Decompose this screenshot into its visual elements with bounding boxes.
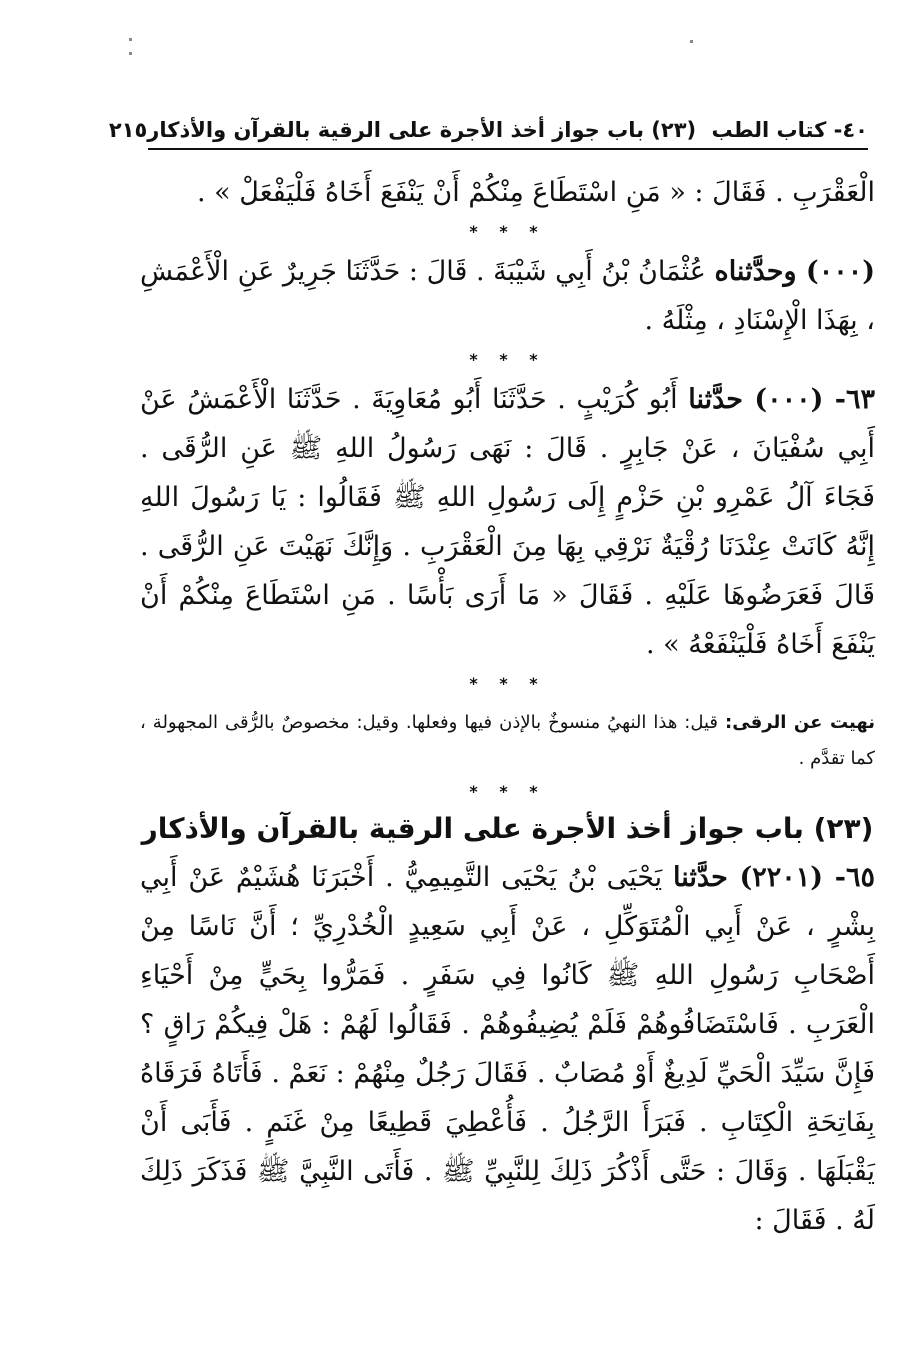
- scan-mark: [690, 40, 693, 43]
- commentary-text: قيل: هذا النهيُ منسوخٌ بالإذن فيها وفعلها. وقيل: مخصوصٌ بالرُّقى المجهولة ، كما تقدَّم .: [140, 712, 875, 769]
- chapter-heading: (٢٣) باب جواز أخذ الأجرة على الرقية بالقرآن والأذكار: [141, 812, 874, 845]
- section-divider: * * *: [469, 782, 546, 801]
- hadith-lead: ٦٥- (٢٢٠١) حدَّثنا: [673, 862, 875, 893]
- hadith-text: أَبُو كُرَيْبٍ . حَدَّثَنَا أَبُو مُعَاوِيَةَ . حَدَّثَنَا الْأَعْمَشُ عَنْ أَبِي سُفْيَانَ ، عَنْ جَابِرٍ . قَالَ : نَهَى رَسُولُ اللهِ ﷺ عَنِ الرُّقَى . فَجَاءَ آلُ عَمْرِو بْنِ حَزْمٍ إِلَى رَسُولِ اللهِ ﷺ فَقَالُوا : يَا رَسُولَ اللهِ إِنَّهُ كَانَتْ عِنْدَنَا رُقْيَةٌ نَرْقِي بِهَا مِنَ الْعَقْرَبِ . وَإِنَّكَ نَهَيْتَ عَنِ الرُّقَى . قَالَ فَعَرَضُوهَا عَلَيْهِ . فَقَالَ « مَا أَرَى بَأْسًا . مَنِ اسْتَطَاعَ مِنْكُمْ أَنْ يَنْفَعَ أَخَاهُ فَلْيَنْفَعْهُ » .: [140, 384, 875, 660]
- section-divider: * * *: [469, 222, 546, 241]
- page-number: ٢١٥: [108, 118, 148, 142]
- scan-mark: [129, 52, 132, 55]
- section-divider: * * *: [469, 674, 546, 693]
- paragraph-1: الْعَقْرَبِ . فَقَالَ : « مَنِ اسْتَطَاعَ مِنْكُمْ أَنْ يَنْفَعَ أَخَاهُ فَلْيَفْعَلْ » .: [197, 177, 875, 208]
- commentary-lead: نهيت عن الرقى:: [725, 712, 875, 733]
- hadith-text: يَحْيَى بْنُ يَحْيَى التَّمِيمِيُّ . أَخْبَرَنَا هُشَيْمٌ عَنْ أَبِي بِشْرٍ ، عَنْ أَبِي الْمُتَوَكِّلِ ، عَنْ أَبِي سَعِيدٍ الْخُدْرِيِّ ؛ أَنَّ نَاسًا مِنْ أَصْحَابِ رَسُولِ اللهِ ﷺ كَانُوا فِي سَفَرٍ . فَمَرُّوا بِحَيٍّ مِنْ أَحْيَاءِ الْعَرَبِ . فَاسْتَضَافُوهُمْ فَلَمْ يُضِيفُوهُمْ . فَقَالُوا لَهُمْ : هَلْ فِيكُمْ رَاقٍ ؟ فَإِنَّ سَيِّدَ الْحَيِّ لَدِيغٌ أَوْ مُصَابٌ . فَقَالَ رَجُلٌ مِنْهُمْ : نَعَمْ . فَأَتَاهُ فَرَقَاهُ بِفَاتِحَةِ الْكِتَابِ . فَبَرَأَ الرَّجُلُ . فَأُعْطِيَ قَطِيعًا مِنْ غَنَمٍ . فَأَبَى أَنْ يَقْبَلَهَا . وَقَالَ : حَتَّى أَذْكُرَ ذَلِكَ لِلنَّبِيِّ ﷺ . فَأَتَى النَّبِيَّ ﷺ فَذَكَرَ ذَلِكَ لَهُ . فَقَالَ :: [140, 862, 875, 1236]
- chapter-running-title: (٢٣) باب جواز أخذ الأجرة على الرقية بالقرآن والأذكار: [147, 118, 697, 142]
- book-title: ٤٠- كتاب الطب: [711, 118, 868, 142]
- header-book-chapter: [147, 118, 868, 142]
- scan-mark: [129, 38, 132, 41]
- hadith-lead: ٦٣- (٠٠٠) حدَّثنا: [688, 384, 875, 415]
- page-body: [140, 168, 875, 1245]
- running-header: [108, 112, 868, 150]
- paragraph-4: [140, 853, 875, 1245]
- paragraph-3: [140, 375, 875, 669]
- hadith-text: عُثْمَانُ بْنُ أَبِي شَيْبَةَ . قَالَ : حَدَّثَنَا جَرِيرٌ عَنِ الْأَعْمَشِ ، بِهَذَا الْإِسْنَادِ ، مِثْلَهُ .: [140, 256, 875, 336]
- section-divider: * * *: [469, 350, 546, 369]
- hadith-lead: (٠٠٠) وحدَّثناه: [714, 256, 875, 287]
- commentary-note: [140, 705, 875, 777]
- paragraph-2: [140, 247, 875, 345]
